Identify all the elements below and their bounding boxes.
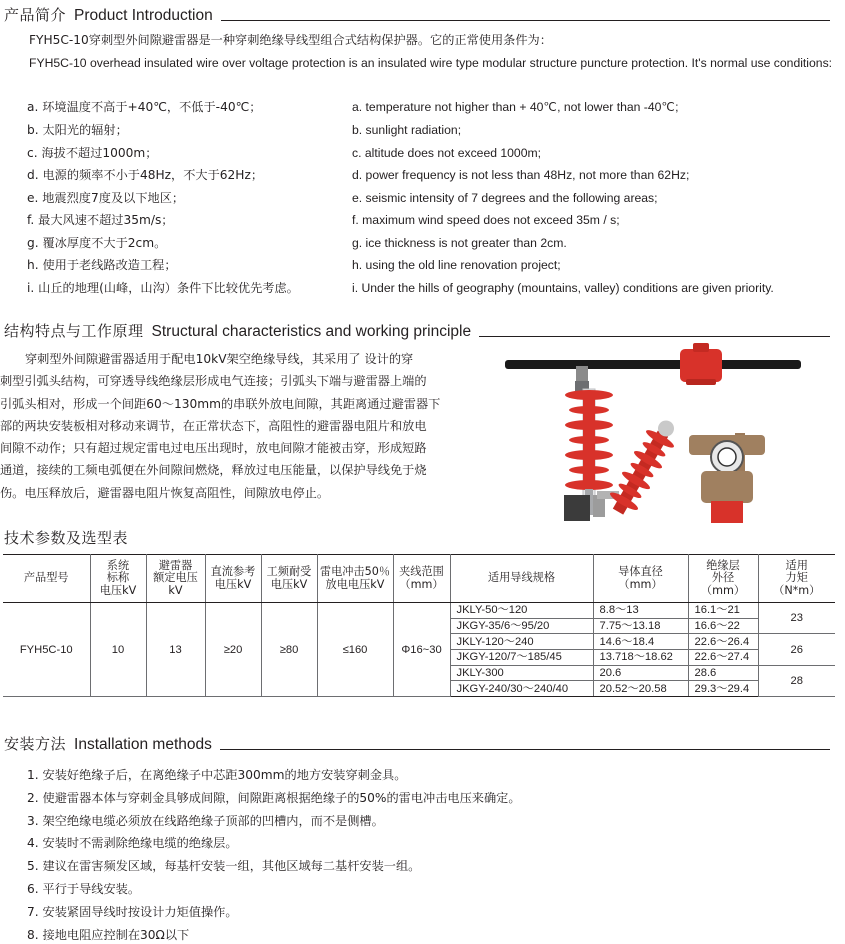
condition-en: h. using the old line renovation project; (352, 258, 561, 272)
header-model: 产品型号 (3, 555, 90, 603)
structure-line: 间隙不动作；只有超过规定雷电过电压出现时，放电间隙才能被击穿，形成短路 (0, 441, 427, 456)
header-insulation: 绝缘层 外径 （mm） (688, 555, 758, 603)
install-step: 3. 架空绝缘电缆必须放在线路绝缘子顶部的凹槽内，而不是侧槽。 (27, 813, 384, 828)
cell-insulation: 16.1～21 (688, 603, 758, 619)
cell-conductor: JKGY-120/7～185/45 (450, 650, 593, 666)
cell-diameter: 8.8～13 (593, 603, 688, 619)
condition-en: d. power frequency is not less than 48Hz, not more than 62Hz; (352, 168, 690, 182)
install-steps (27, 764, 521, 944)
condition-en: f. maximum wind speed does not exceed 35m / s; (352, 213, 620, 227)
condition-en: g. ice thickness is not greater than 2cm. (352, 236, 567, 250)
spec-heading (4, 527, 830, 548)
condition-cn: d. 电源的频率不小于48Hz，不大于62Hz； (27, 168, 264, 182)
insulator (689, 433, 765, 523)
cell-diameter: 13.718～18.62 (593, 650, 688, 666)
cell-dc-ref: ≥20 (205, 603, 261, 697)
spec-heading-cn: 技术参数及选型表 (4, 529, 129, 547)
condition-en: e. seismic intensity of 7 degrees and the following areas; (352, 191, 658, 205)
condition-cn: b. 太阳光的辐射； (27, 123, 128, 137)
cell-conductor: JKGY-35/6～95/20 (450, 618, 593, 634)
install-step: 7. 安装紧固导线时按设计力矩值操作。 (27, 904, 238, 919)
structure-line: 部的两块安装板相对移动来调节，在正常状态下，高阻性的避雷器电阻片和放电 (0, 418, 427, 433)
structure-line: 伤。电压释放后，避雷器电阻片恢复高阻性，间隙放电停止。 (0, 485, 330, 500)
header-rated-voltage: 避雷器 额定电压 kV (146, 555, 205, 603)
structure-line: 引弧头相对，形成一个间距60～130mm的串联外放电间隙，其距离通过避雷器下 (0, 396, 441, 411)
cell-impulse: ≤160 (317, 603, 393, 697)
header-pf-withstand: 工频耐受 电压kV (261, 555, 317, 603)
intro-heading-en: Product Introduction (74, 7, 213, 24)
structure-heading-cn: 结构特点与工作原理 (4, 322, 144, 340)
wire-clamp (680, 343, 722, 385)
install-heading (4, 733, 830, 754)
header-diameter: 导体直径 （mm） (593, 555, 688, 603)
puncture-clamp (575, 366, 589, 391)
intro-heading (4, 4, 830, 25)
heading-rule (221, 20, 830, 21)
structure-line: 刺型引弧头结构，可穿透导线绝缘层形成电气连接；引弧头下端与避雷器上端的 (0, 374, 427, 389)
cell-pf-withstand: ≥80 (261, 603, 317, 697)
install-step: 1. 安装好绝缘子后，在离绝缘子中芯距300mm的地方安装穿刺金具。 (27, 768, 407, 782)
condition-cn: a. 环境温度不高于+40℃，不低于-40℃； (27, 100, 262, 114)
condition-en: a. temperature not higher than + 40℃, not lower than -40℃; (352, 100, 679, 114)
header-dc-ref: 直流参考 电压kV (205, 555, 261, 603)
header-clamp-range: 夹线范围 （mm） (393, 555, 450, 603)
condition-en: c. altitude does not exceed 1000m; (352, 146, 542, 160)
header-torque: 适用 力矩 （N*m） (758, 555, 835, 603)
condition-cn: e. 地震烈度7度及以下地区； (27, 191, 185, 205)
spec-table (3, 554, 835, 697)
cell-model: FYH5C-10 (3, 603, 90, 697)
table-row (3, 603, 835, 619)
arrester-sheds (565, 390, 613, 490)
cell-conductor: JKGY-240/30～240/40 (450, 681, 593, 697)
cell-clamp-range: Φ16~30 (393, 603, 450, 697)
cell-torque: 23 (758, 603, 835, 634)
cell-insulation: 16.6～22 (688, 618, 758, 634)
heading-rule (479, 336, 830, 337)
table-header-row (3, 555, 835, 603)
structure-line: 通道，接续的工频电弧便在外间隙间燃烧，释放过电压能量，以保护导线免于烧 (0, 463, 427, 478)
cell-diameter: 20.52～20.58 (593, 681, 688, 697)
cell-conductor: JKLY-120～240 (450, 634, 593, 650)
cell-rated-voltage: 13 (146, 603, 205, 697)
condition-cn: i. 山丘的地理(山峰，山沟）条件下比较优先考虑。 (27, 281, 299, 295)
cell-diameter: 14.6～18.4 (593, 634, 688, 650)
intro-para-en: FYH5C-10 overhead insulated wire over voltage protection is an insulated wire type modular structure puncture protection. It's normal use conditions: (29, 56, 833, 70)
install-step: 8. 接地电阻应控制在30Ω以下 (27, 927, 190, 942)
cell-system-voltage: 10 (90, 603, 146, 697)
structure-line: 穿刺型外间隙避雷器适用于配电10kV架空绝缘导线，其采用了 设计的穿 (25, 352, 414, 366)
heading-rule (220, 749, 830, 750)
install-step: 4. 安装时不需剥除绝缘电缆的绝缘层。 (27, 836, 238, 851)
structure-heading-en: Structural characteristics and working principle (151, 323, 472, 340)
header-conductor: 适用导线规格 (450, 555, 593, 603)
product-photo (503, 343, 803, 525)
cell-conductor: JKLY-300 (450, 665, 593, 681)
condition-en: b. sunlight radiation; (352, 123, 462, 137)
condition-en: i. Under the hills of geography (mountains, valley) conditions are given priority. (352, 281, 774, 295)
cell-insulation: 22.6～27.4 (688, 650, 758, 666)
cell-insulation: 29.3～29.4 (688, 681, 758, 697)
insulated-wire (505, 360, 801, 369)
header-system-voltage: 系统 标称 电压kV (90, 555, 146, 603)
install-step: 5. 建议在雷害频发区域，每基杆安装一组，其他区域每二基杆安装一组。 (27, 859, 421, 874)
cell-diameter: 7.75～13.18 (593, 618, 688, 634)
structure-heading (4, 320, 830, 341)
intro-para-cn: FYH5C-10穿刺型外间隙避雷器是一种穿刺绝缘导线型组合式结构保护器。它的正常使用条件为： (29, 33, 552, 47)
condition-cn: c. 海拔不超过1000m； (27, 146, 158, 160)
install-step: 6. 平行于导线安装。 (27, 881, 141, 896)
install-heading-cn: 安装方法 (4, 735, 67, 753)
cell-insulation: 28.6 (688, 665, 758, 681)
intro-heading-cn: 产品简介 (4, 6, 67, 24)
arrester-small (604, 414, 684, 520)
condition-cn: h. 使用于老线路改造工程； (27, 258, 177, 272)
cell-diameter: 20.6 (593, 665, 688, 681)
cell-torque: 26 (758, 634, 835, 665)
condition-cn: g. 覆冰厚度不大于2cm。 (27, 236, 167, 250)
install-heading-en: Installation methods (74, 736, 212, 753)
condition-cn: f. 最大风速不超过35m/s； (27, 213, 174, 227)
structure-paragraph (0, 348, 470, 504)
header-impulse: 雷电冲击50％ 放电电压kV (317, 555, 393, 603)
cell-insulation: 22.6～26.4 (688, 634, 758, 650)
install-step: 2. 使避雷器本体与穿刺金具够成间隙，间隙距离根据绝缘子的50%的雷电冲击电压来确定。 (27, 790, 521, 805)
cell-torque: 28 (758, 665, 835, 696)
cell-conductor: JKLY-50～120 (450, 603, 593, 619)
